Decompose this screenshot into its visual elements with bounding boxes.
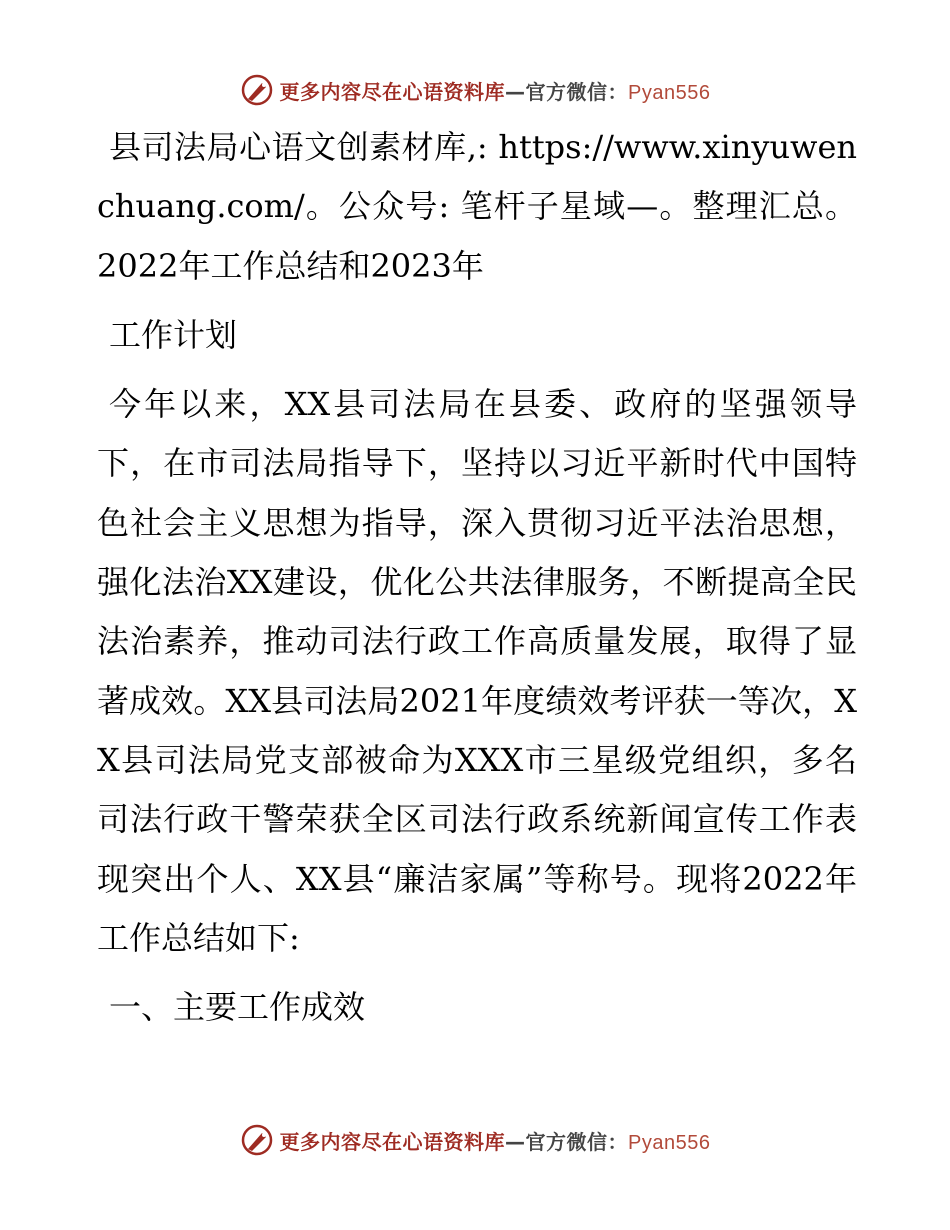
footer-watermark [0, 1120, 950, 1160]
paragraph-1: 今年以来，XX县司法局在县委、政府的坚强领导下，在市司法局指导下，坚持以习近平新时代中国特色社会主义思想为指导，深入贯彻习近平法治思想，强化法治XX建设，优化公共法律服务，不断提高全民法治素养，推动司法行政工作高质量发展，取得了显著成效。XX县司法局2021年度绩效考评获一等次，XX县司法局党支部被命为XXX市三星级党组织，多名司法行政干警荣获全区司法行政系统新闻宣传工作表现突出个人、XX县“廉洁家属”等称号。现将2022年工作总结如下: [97, 385, 857, 957]
document-body [97, 118, 857, 1037]
section-heading-1: 一、主要工作成效 [109, 988, 366, 1027]
watermark-dash: — [505, 1129, 526, 1154]
watermark-brand: 更多内容尽在心语资料库 [279, 1129, 506, 1154]
intro-text: 县司法局心语文创素材库,: https://www.xinyuwenchuang.com/。公众号: 笔杆子星域—。整理汇总。2022年工作总结和2023年 [97, 128, 857, 285]
title-line: 工作计划 [109, 315, 238, 354]
pen-circle-logo [240, 73, 274, 107]
watermark-official: 官方微信： [525, 79, 629, 104]
watermark-brand: 更多内容尽在心语资料库 [279, 79, 506, 104]
header-watermark [0, 70, 950, 110]
watermark-official: 官方微信： [525, 1129, 629, 1154]
watermark-contact: Pyan556 [628, 1131, 711, 1154]
watermark-contact: Pyan556 [628, 81, 711, 104]
watermark-dash: — [505, 79, 526, 104]
watermark-text [280, 1126, 711, 1155]
watermark-text [280, 76, 711, 105]
pen-circle-logo [240, 1123, 274, 1157]
